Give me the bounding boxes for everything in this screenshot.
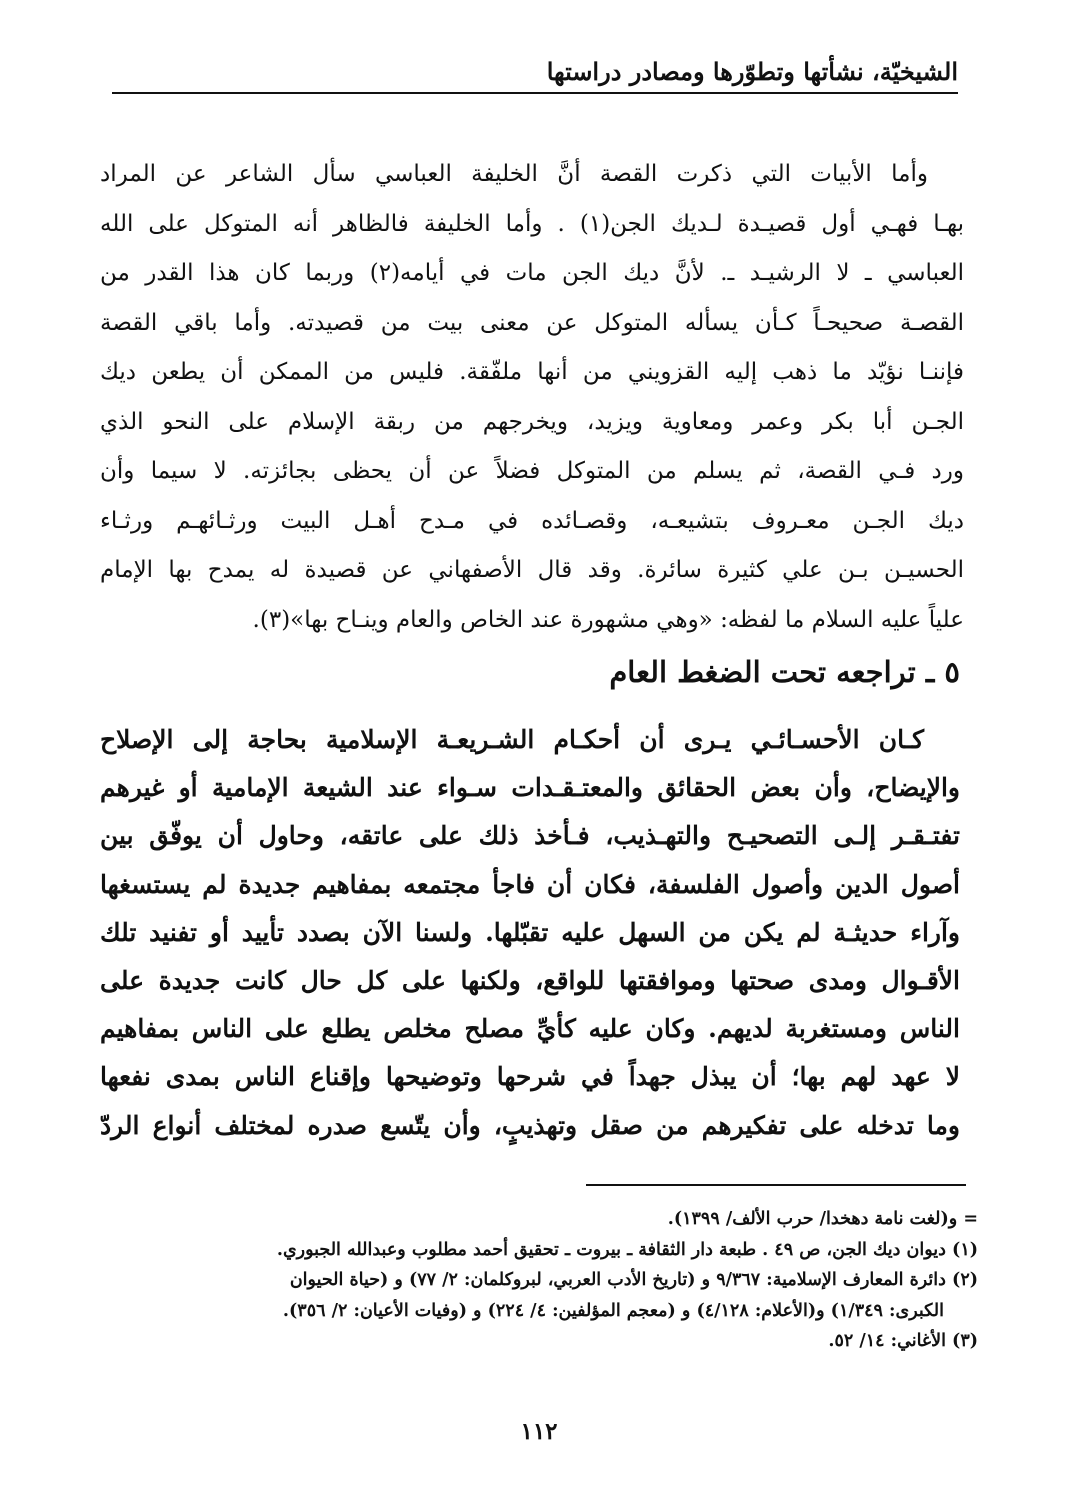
paragraph-line: الحسيـن بـن علي كثيرة سائرة. وقد قال الأصفهاني عن قصيدة له يمدح بها الإمام (100, 557, 964, 583)
running-head: الشيخيّة، نشأتها وتطوّرها ومصادر دراستها (112, 52, 958, 94)
footnote: (١) ديوان ديك الجن، ص ٤٩ . طبعة دار الثقافة ـ بيروت ـ تحقيق أحمد مطلوب وعبدالله الجبوري. (276, 1239, 978, 1260)
paragraph-line: وما تدخله على تفكيرهم من صقل وتهذيبٍ، وأن يتّسع صدره لمختلف أنواع الردّ (100, 1110, 960, 1140)
paragraph-line: والإيضاح، وأن بعض الحقائق والمعتـقـدات سـواء عند الشيعة الإمامية أو غيرهم (100, 773, 960, 803)
paragraph-line: ديك الجـن معـروف بتشيعـه، وقصـائده في مـدح أهـل البيت ورثـائهـم ورثـاء (100, 507, 964, 534)
footnote: (٣) الأغاني: ١٤/ ٥٢. (828, 1331, 978, 1351)
footnote: (٢) دائرة المعارف الإسلامية: ٩/٣٦٧ و (تاريخ الأدب العربي، لبروكلمان: ٢/ ٧٧) و (حياة الحيوان (289, 1270, 978, 1290)
paragraph-line: أصول الدين وأصول الفلسفة، فكان أن فاجأ مجتمعه بمفاهيم جديدة لم يستسغها (100, 869, 960, 899)
footnote-separator (586, 1184, 966, 1186)
footnote: الكبرى: ١/٣٤٩) و(الأعلام: ٤/١٢٨) و (معجم المؤلفين: ٤/ ٢٢٤) و (وفيات الأعيان: ٢/ ٣٥٦). (282, 1300, 944, 1321)
paragraph-line: الناس ومستغربة لديهم. وكان عليه كأيِّ مصلح مخلص يطلع على الناس بمفاهيم (100, 1014, 960, 1044)
footnote: = و(لغت نامة دهخدا/ حرب الألف/ ١٣٩٩). (667, 1209, 978, 1229)
paragraph-line: لا عهد لهم بها؛ أن يبذل جهداً في شرحها وتوضيحها وإقناع الناس بمدى نفعها (100, 1062, 960, 1092)
paragraph-line: فإننـا نؤيّد ما ذهب إليه القزويني من أنها ملفّقة. فليس من الممكن أن يطعن ديك (100, 359, 964, 385)
paragraph-line: الجـن أبا بكر وعمر ومعاوية ويزيد، ويخرجهم من ربقة الإسلام على النحو الذي (100, 408, 964, 435)
paragraph-line: وأما الأبيات التي ذكرت القصة أنَّ الخليفة العباسي سأل الشاعر عن المراد (100, 161, 928, 187)
paragraph-line: تفتـقـر إلـى التصحيـح والتهـذيب، فـأخذ ذلك على عاتقه، وحاول أن يوفّق بين (100, 821, 960, 851)
paragraph-line: كـان الأحسـائـي يـرى أن أحكـام الشـريعـة الإسلامية بحاجة إلى الإصلاح (100, 725, 924, 754)
paragraph-line: الأقـوال ومدى صحتها وموافقتها للواقع، ولكنها على كل حال كانت جديدة على (100, 966, 960, 996)
paragraph-line: بهـا فهـي أول قصيـدة لـديك الجن(١) . وأما الخليفة فالظاهر أنه المتوكل على الله (100, 210, 964, 237)
paragraph-1 (100, 150, 964, 645)
footnotes (100, 1204, 978, 1357)
page-number: ١١٢ (520, 1418, 558, 1445)
paragraph-2 (100, 716, 960, 1150)
section-heading: ٥ ـ تراجعه تحت الضغط العام (609, 655, 960, 689)
paragraph-line: القصـة صحيحـاً كـأن يسأله المتوكل عن معنى بيت من قصيدته. وأما باقي القصة (100, 309, 964, 336)
paragraph-line: العباسي ـ لا الرشيـد ـ. لأنَّ ديك الجن مات في أيامه(٢) وربما كان هذا القدر من (100, 260, 964, 286)
paragraph-line: وآراء حديثـة لم يكن من السهل عليه تقبّلها. ولسنا الآن بصدد تأييد أو تفنيد تلك (100, 917, 960, 947)
paragraph-line: ورد فـي القصة، ثم يسلم من المتوكل فضلاً عن أن يحظى بجائزته. لا سيما وأن (100, 458, 964, 484)
paragraph-line: علياً عليه السلام ما لفظه: «وهي مشهورة عند الخاص والعام وينـاح بها»(٣). (252, 606, 964, 633)
